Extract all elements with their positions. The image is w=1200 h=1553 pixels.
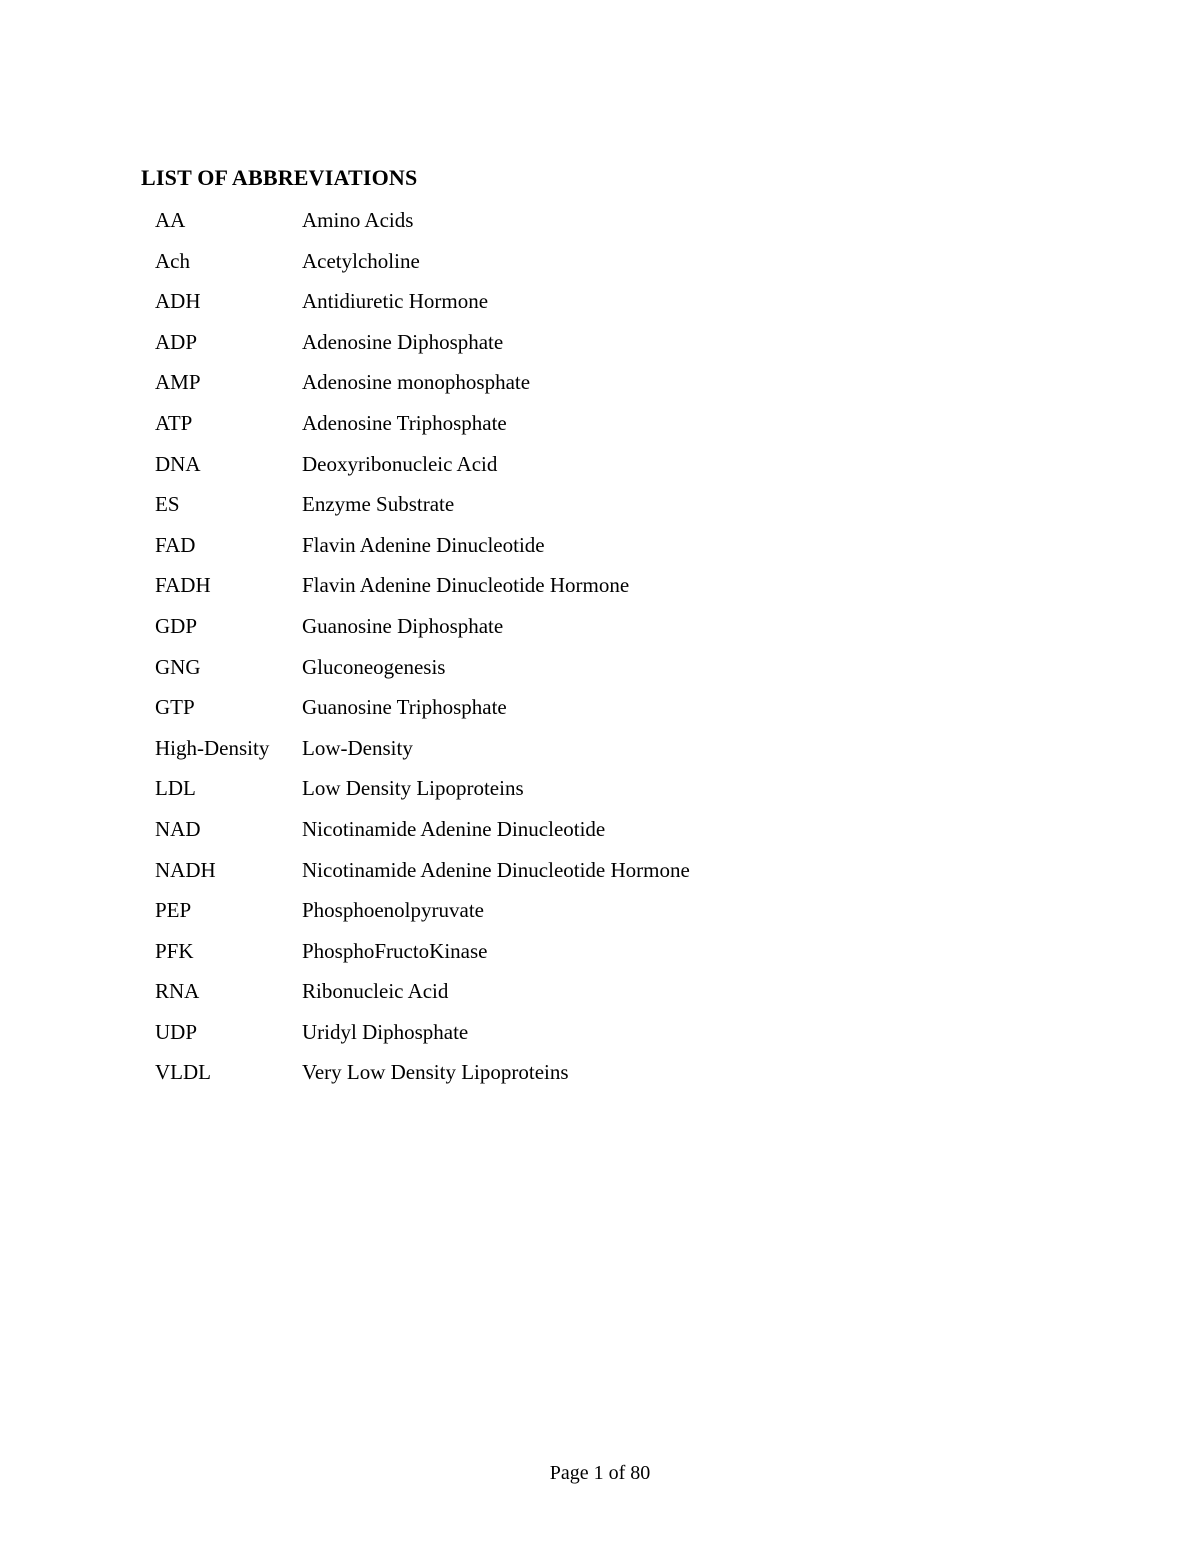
abbreviation-row bbox=[155, 200, 855, 241]
abbreviation-term: UDP bbox=[155, 1019, 198, 1044]
abbreviation-row bbox=[155, 444, 855, 485]
abbreviation-row bbox=[155, 931, 855, 972]
abbreviation-term: FADH bbox=[155, 573, 211, 598]
abbreviation-definition: Guanosine Triphosphate bbox=[302, 695, 507, 720]
abbreviation-term: NAD bbox=[155, 816, 201, 841]
abbreviation-term: High-Density bbox=[155, 735, 270, 760]
abbreviation-definition: Very Low Density Lipoproteins bbox=[302, 1060, 569, 1085]
abbreviation-row bbox=[155, 728, 855, 769]
abbreviation-row bbox=[155, 850, 855, 891]
abbreviation-term: GNG bbox=[155, 654, 201, 679]
abbreviation-term: AMP bbox=[155, 370, 201, 395]
abbreviation-list bbox=[155, 200, 855, 1093]
abbreviation-term: GTP bbox=[155, 695, 195, 720]
abbreviation-definition: Enzyme Substrate bbox=[302, 492, 455, 517]
abbreviation-definition: Gluconeogenesis bbox=[302, 654, 446, 679]
abbreviation-definition: Adenosine Triphosphate bbox=[302, 410, 507, 435]
abbreviation-definition: Low-Density bbox=[302, 735, 413, 760]
abbreviation-term: NADH bbox=[155, 857, 216, 882]
abbreviation-term: VLDL bbox=[155, 1060, 211, 1085]
abbreviation-row bbox=[155, 525, 855, 566]
abbreviation-term: RNA bbox=[155, 979, 200, 1004]
abbreviation-row bbox=[155, 768, 855, 809]
abbreviation-term: FAD bbox=[155, 532, 196, 557]
abbreviation-term: PFK bbox=[155, 938, 194, 963]
abbreviation-row bbox=[155, 890, 855, 931]
abbreviation-definition: Nicotinamide Adenine Dinucleotide bbox=[302, 816, 606, 841]
abbreviation-row bbox=[155, 322, 855, 363]
abbreviation-row bbox=[155, 606, 855, 647]
abbreviation-term: ADH bbox=[155, 289, 201, 314]
abbreviation-term: ADP bbox=[155, 329, 198, 354]
abbreviation-row bbox=[155, 403, 855, 444]
abbreviation-row bbox=[155, 1012, 855, 1053]
abbreviation-row bbox=[155, 809, 855, 850]
abbreviation-row bbox=[155, 687, 855, 728]
abbreviation-term: ES bbox=[155, 492, 180, 517]
abbreviation-row bbox=[155, 362, 855, 403]
abbreviation-term: DNA bbox=[155, 451, 201, 476]
abbreviation-definition: Antidiuretic Hormone bbox=[302, 289, 489, 314]
abbreviation-row bbox=[155, 565, 855, 606]
abbreviation-definition: Low Density Lipoproteins bbox=[302, 776, 524, 801]
abbreviation-term: GDP bbox=[155, 613, 198, 638]
abbreviation-definition: Ribonucleic Acid bbox=[302, 979, 449, 1004]
abbreviation-definition: Flavin Adenine Dinucleotide Hormone bbox=[302, 573, 630, 598]
abbreviation-definition: PhosphoFructoKinase bbox=[302, 938, 488, 963]
abbreviation-row bbox=[155, 647, 855, 688]
abbreviation-definition: Amino Acids bbox=[302, 208, 414, 232]
abbreviation-definition: Acetylcholine bbox=[302, 248, 420, 273]
abbreviation-row bbox=[155, 281, 855, 322]
page-number-footer: Page 1 of 80 bbox=[549, 1462, 651, 1484]
abbreviation-term: AA bbox=[155, 208, 186, 232]
abbreviation-definition: Uridyl Diphosphate bbox=[302, 1019, 469, 1044]
abbreviation-definition: Adenosine monophosphate bbox=[302, 370, 531, 395]
abbreviation-definition: Phosphoenolpyruvate bbox=[302, 898, 484, 923]
page-title: LIST OF ABBREVIATIONS bbox=[141, 165, 418, 190]
abbreviation-term: Ach bbox=[155, 248, 190, 273]
abbreviation-definition: Flavin Adenine Dinucleotide bbox=[302, 532, 545, 557]
abbreviation-row bbox=[155, 241, 855, 282]
abbreviation-row bbox=[155, 1052, 855, 1093]
abbreviation-definition: Nicotinamide Adenine Dinucleotide Hormone bbox=[302, 857, 690, 882]
abbreviation-definition: Deoxyribonucleic Acid bbox=[302, 451, 498, 476]
abbreviation-term: LDL bbox=[155, 776, 196, 801]
abbreviation-definition: Guanosine Diphosphate bbox=[302, 613, 504, 638]
abbreviation-row bbox=[155, 484, 855, 525]
abbreviation-term: ATP bbox=[155, 410, 193, 435]
abbreviation-row bbox=[155, 971, 855, 1012]
abbreviation-definition: Adenosine Diphosphate bbox=[302, 329, 504, 354]
abbreviation-term: PEP bbox=[155, 898, 192, 923]
